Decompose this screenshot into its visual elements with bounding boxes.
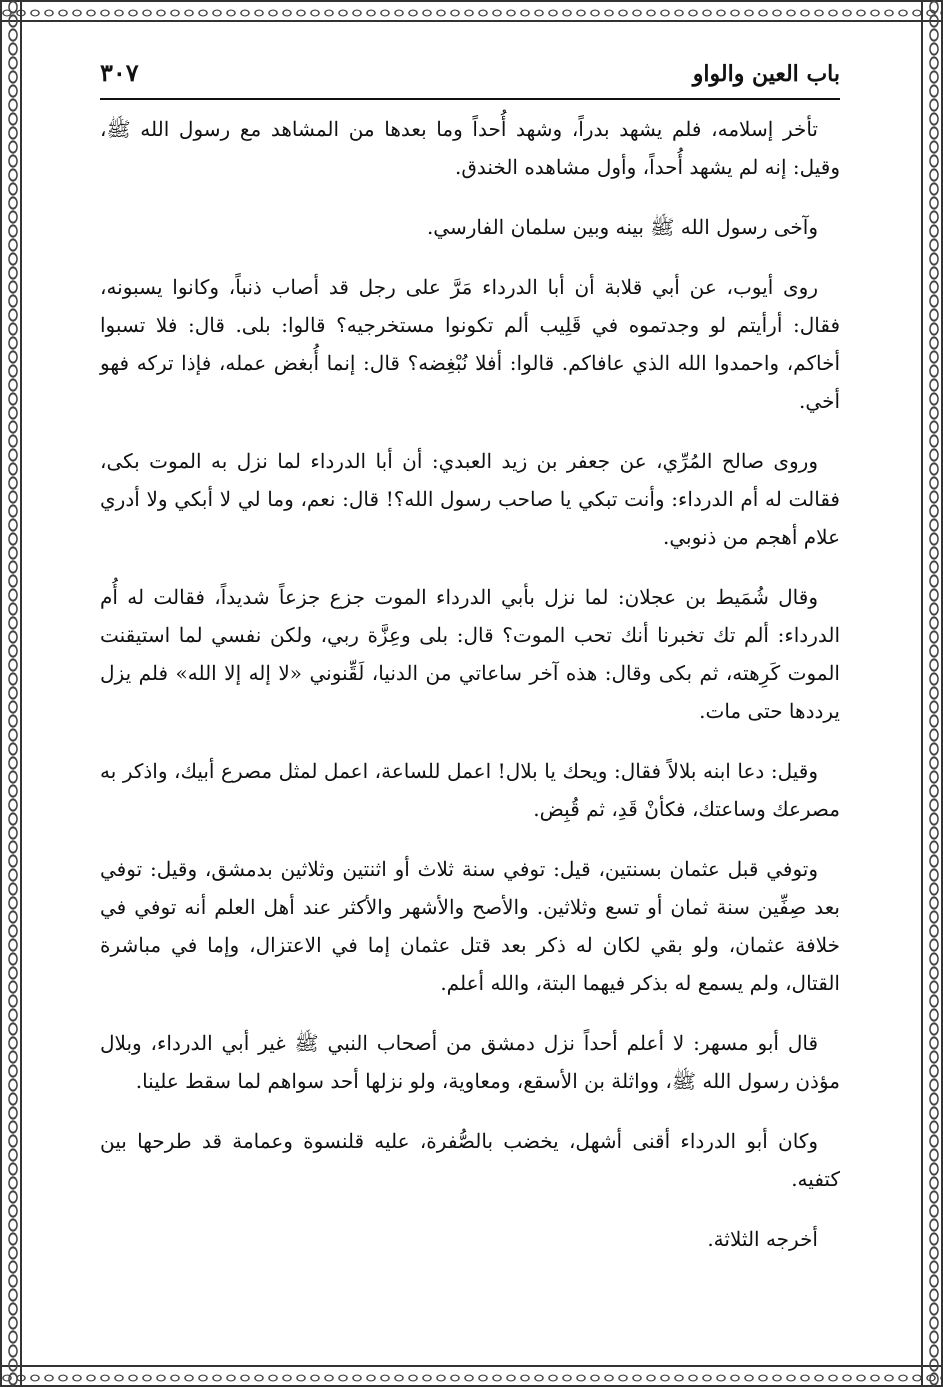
paragraph: تأخر إسلامه، فلم يشهد بدراً، وشهد أُحداً وما بعدها من المشاهد مع رسول الله ﷺ، وقيل: إنه لم يشهد أُحداً، وأول مشاهده الخندق. (100, 117, 840, 179)
paragraph: وآخى رسول الله ﷺ بينه وبين سلمان الفارسي. (426, 215, 818, 239)
border-left (0, 0, 22, 1387)
paragraph: وتوفي قبل عثمان بسنتين، قيل: توفي سنة ثلاث أو اثنتين وثلاثين بدمشق، وقيل: توفي بعد صِفِّين سنة ثمان أو تسع وثلاثين. والأصح والأشهر والأكثر عند أهل العلم أنه توفي في خلافة عثمان، ولو بقي لكان له ذكر بعد قتل عثمان إما في الاعتزال، وإما في مباشرة القتال، ولم يسمع له بذكر فيهما البتة، والله أعلم. (100, 857, 840, 995)
paragraph: روى أيوب، عن أبي قلابة أن أبا الدرداء مَرَّ على رجل قد أصاب ذنباً، وكانوا يسبونه، فقال: أرأيتم لو وجدتموه في قَلِيب ألم تكونوا مستخرجيه؟ قالوا: بلى. قال: فلا تسبوا أخاكم، واحمدوا الله الذي عافاكم. قالوا: أفلا نُبْغِضه؟ قال: إنما أُبغض عمله، فإذا تركه فهو أخي. (100, 275, 840, 413)
border-bottom (0, 1365, 943, 1387)
border-top (0, 0, 943, 22)
paragraph: وقيل: دعا ابنه بلالاً فقال: ويحك يا بلال! اعمل للساعة، اعمل لمثل مصرع أبيك، واذكر به مصرعك وساعتك، فكأنْ قَدِ، ثم قُبِض. (100, 759, 840, 821)
border-right (921, 0, 943, 1387)
paragraph: قال أبو مسهر: لا أعلم أحداً نزل دمشق من أصحاب النبي ﷺ غير أبي الدرداء، وبلال مؤذن رسول الله ﷺ، وواثلة بن الأسقع، ومعاوية، ولو نزلها أحد سواهم لما سقط علينا. (100, 1031, 840, 1093)
book-page (100, 58, 840, 1348)
paragraph: وقال شُمَيط بن عجلان: لما نزل بأبي الدرداء الموت جزع جزعاً شديداً، فقالت له أُم الدرداء: ألم تك تخبرنا أنك تحب الموت؟ قال: بلى وعِزَّة ربي، ولكن نفسي لما استيقنت الموت كَرِهته، ثم بكى وقال: هذه آخر ساعاتي من الدنيا، لَقِّنوني «لا إله إلا الله» فلم يزل يرددها حتى مات. (100, 585, 840, 723)
running-header (100, 58, 840, 100)
chapter-title: باب العين والواو (692, 61, 840, 87)
paragraph: أخرجه الثلاثة. (707, 1227, 818, 1251)
page-number: ٣٠٧ (100, 58, 139, 87)
paragraph: وكان أبو الدرداء أقنى أشهل، يخضب بالصُّفرة، عليه قلنسوة وعمامة قد طرحها بين كتفيه. (100, 1129, 840, 1191)
paragraph: وروى صالح المُرِّي، عن جعفر بن زيد العبدي: أن أبا الدرداء لما نزل به الموت بكى، فقالت له أم الدرداء: وأنت تبكي يا صاحب رسول الله؟! قال: نعم، وما لي لا أبكي ولا أدري علام أهجم من ذنوبي. (100, 449, 840, 549)
